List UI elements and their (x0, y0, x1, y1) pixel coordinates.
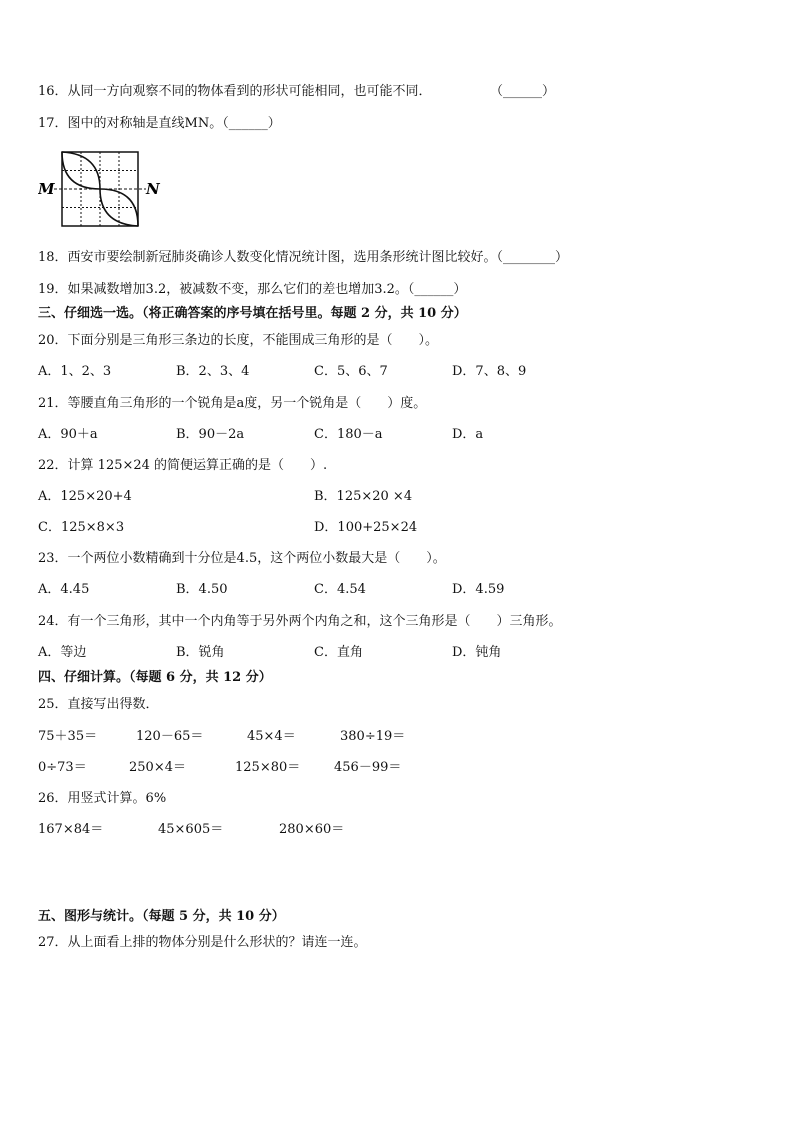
calc-item: 280×60＝ (279, 822, 345, 837)
question-22-option-b[interactable]: B．125×20 ×4 (314, 489, 413, 504)
question-22-text: 22．计算 125×24 的简便运算正确的是（ ）. (38, 458, 328, 473)
section-4-title: 四、仔细计算。（每题 6 分，共 12 分） (38, 670, 272, 685)
question-23-option-a[interactable]: A．4.45 (38, 582, 90, 597)
question-21-option-d[interactable]: D．a (452, 427, 484, 442)
question-21-option-a[interactable]: A．90＋a (38, 427, 98, 442)
question-23-text: 23．一个两位小数精确到十分位是4.5，这个两位小数最大是（ ）。 (38, 551, 446, 566)
question-26-text: 26．用竖式计算。6% (38, 791, 167, 806)
question-20-option-c[interactable]: C．5、6、7 (314, 364, 388, 379)
question-24-option-a[interactable]: A．等边 (38, 645, 87, 660)
question-24-option-c[interactable]: C．直角 (314, 645, 363, 660)
question-23-option-d[interactable]: D．4.59 (452, 582, 505, 597)
question-22-option-d[interactable]: D．100+25×24 (314, 520, 418, 535)
question-21-text: 21．等腰直角三角形的一个锐角是a度，另一个锐角是（ ）度。 (38, 396, 427, 411)
question-16 (38, 84, 432, 100)
section-3-title: 三、仔细选一选。（将正确答案的序号填在括号里。每题 2 分，共 10 分） (38, 306, 467, 321)
question-16-answer-blank: （______） (490, 84, 556, 99)
calc-item: 0÷73＝ (38, 760, 87, 775)
question-20-text: 20．下面分别是三角形三条边的长度，不能围成三角形的是（ ）。 (38, 333, 439, 348)
question-21-option-b[interactable]: B．90－2a (176, 427, 245, 442)
question-22-option-a[interactable]: A．125×20+4 (38, 489, 132, 504)
question-18-text: 18．西安市要绘制新冠肺炎确诊人数变化情况统计图，选用条形统计图比较好。（________） (38, 250, 569, 265)
question-23-option-c[interactable]: C．4.54 (314, 582, 366, 597)
label-m: M (38, 180, 55, 198)
calc-item: 456－99＝ (334, 760, 402, 775)
calc-item: 45×605＝ (158, 822, 224, 837)
question-20-option-b[interactable]: B．2、3、4 (176, 364, 250, 379)
label-n: N (146, 180, 160, 198)
calc-item: 125×80＝ (235, 760, 301, 775)
question-23-option-b[interactable]: B．4.50 (176, 582, 228, 597)
question-22-option-c[interactable]: C．125×8×3 (38, 520, 125, 535)
calc-item: 380÷19＝ (340, 729, 406, 744)
question-24-option-b[interactable]: B．锐角 (176, 645, 225, 660)
symmetry-grid-figure (38, 150, 168, 228)
question-24-text: 24．有一个三角形，其中一个内角等于另外两个内角之和，这个三角形是（ ）三角形。 (38, 614, 562, 629)
question-19-text: 19．如果减数增加3.2，被减数不变，那么它们的差也增加3.2。（______） (38, 282, 467, 297)
question-16-text: 16．从同一方向观察不同的物体看到的形状可能相同，也可能不同． (38, 84, 432, 99)
question-27-text: 27．从上面看上排的物体分别是什么形状的？请连一连。 (38, 935, 367, 950)
calc-item: 167×84＝ (38, 822, 104, 837)
question-17-text: 17．图中的对称轴是直线MN。（______） (38, 116, 281, 131)
calc-item: 45×4＝ (247, 729, 296, 744)
question-20-option-a[interactable]: A．1、2、3 (38, 364, 112, 379)
section-5-title: 五、图形与统计。（每题 5 分，共 10 分） (38, 909, 285, 924)
calc-item: 250×4＝ (129, 760, 186, 775)
question-25-text: 25．直接写出得数． (38, 697, 159, 712)
question-24-option-d[interactable]: D．钝角 (452, 645, 502, 660)
calc-item: 75＋35＝ (38, 729, 98, 744)
calc-item: 120－65＝ (136, 729, 204, 744)
question-20-option-d[interactable]: D．7、8、9 (452, 364, 527, 379)
question-21-option-c[interactable]: C．180－a (314, 427, 383, 442)
